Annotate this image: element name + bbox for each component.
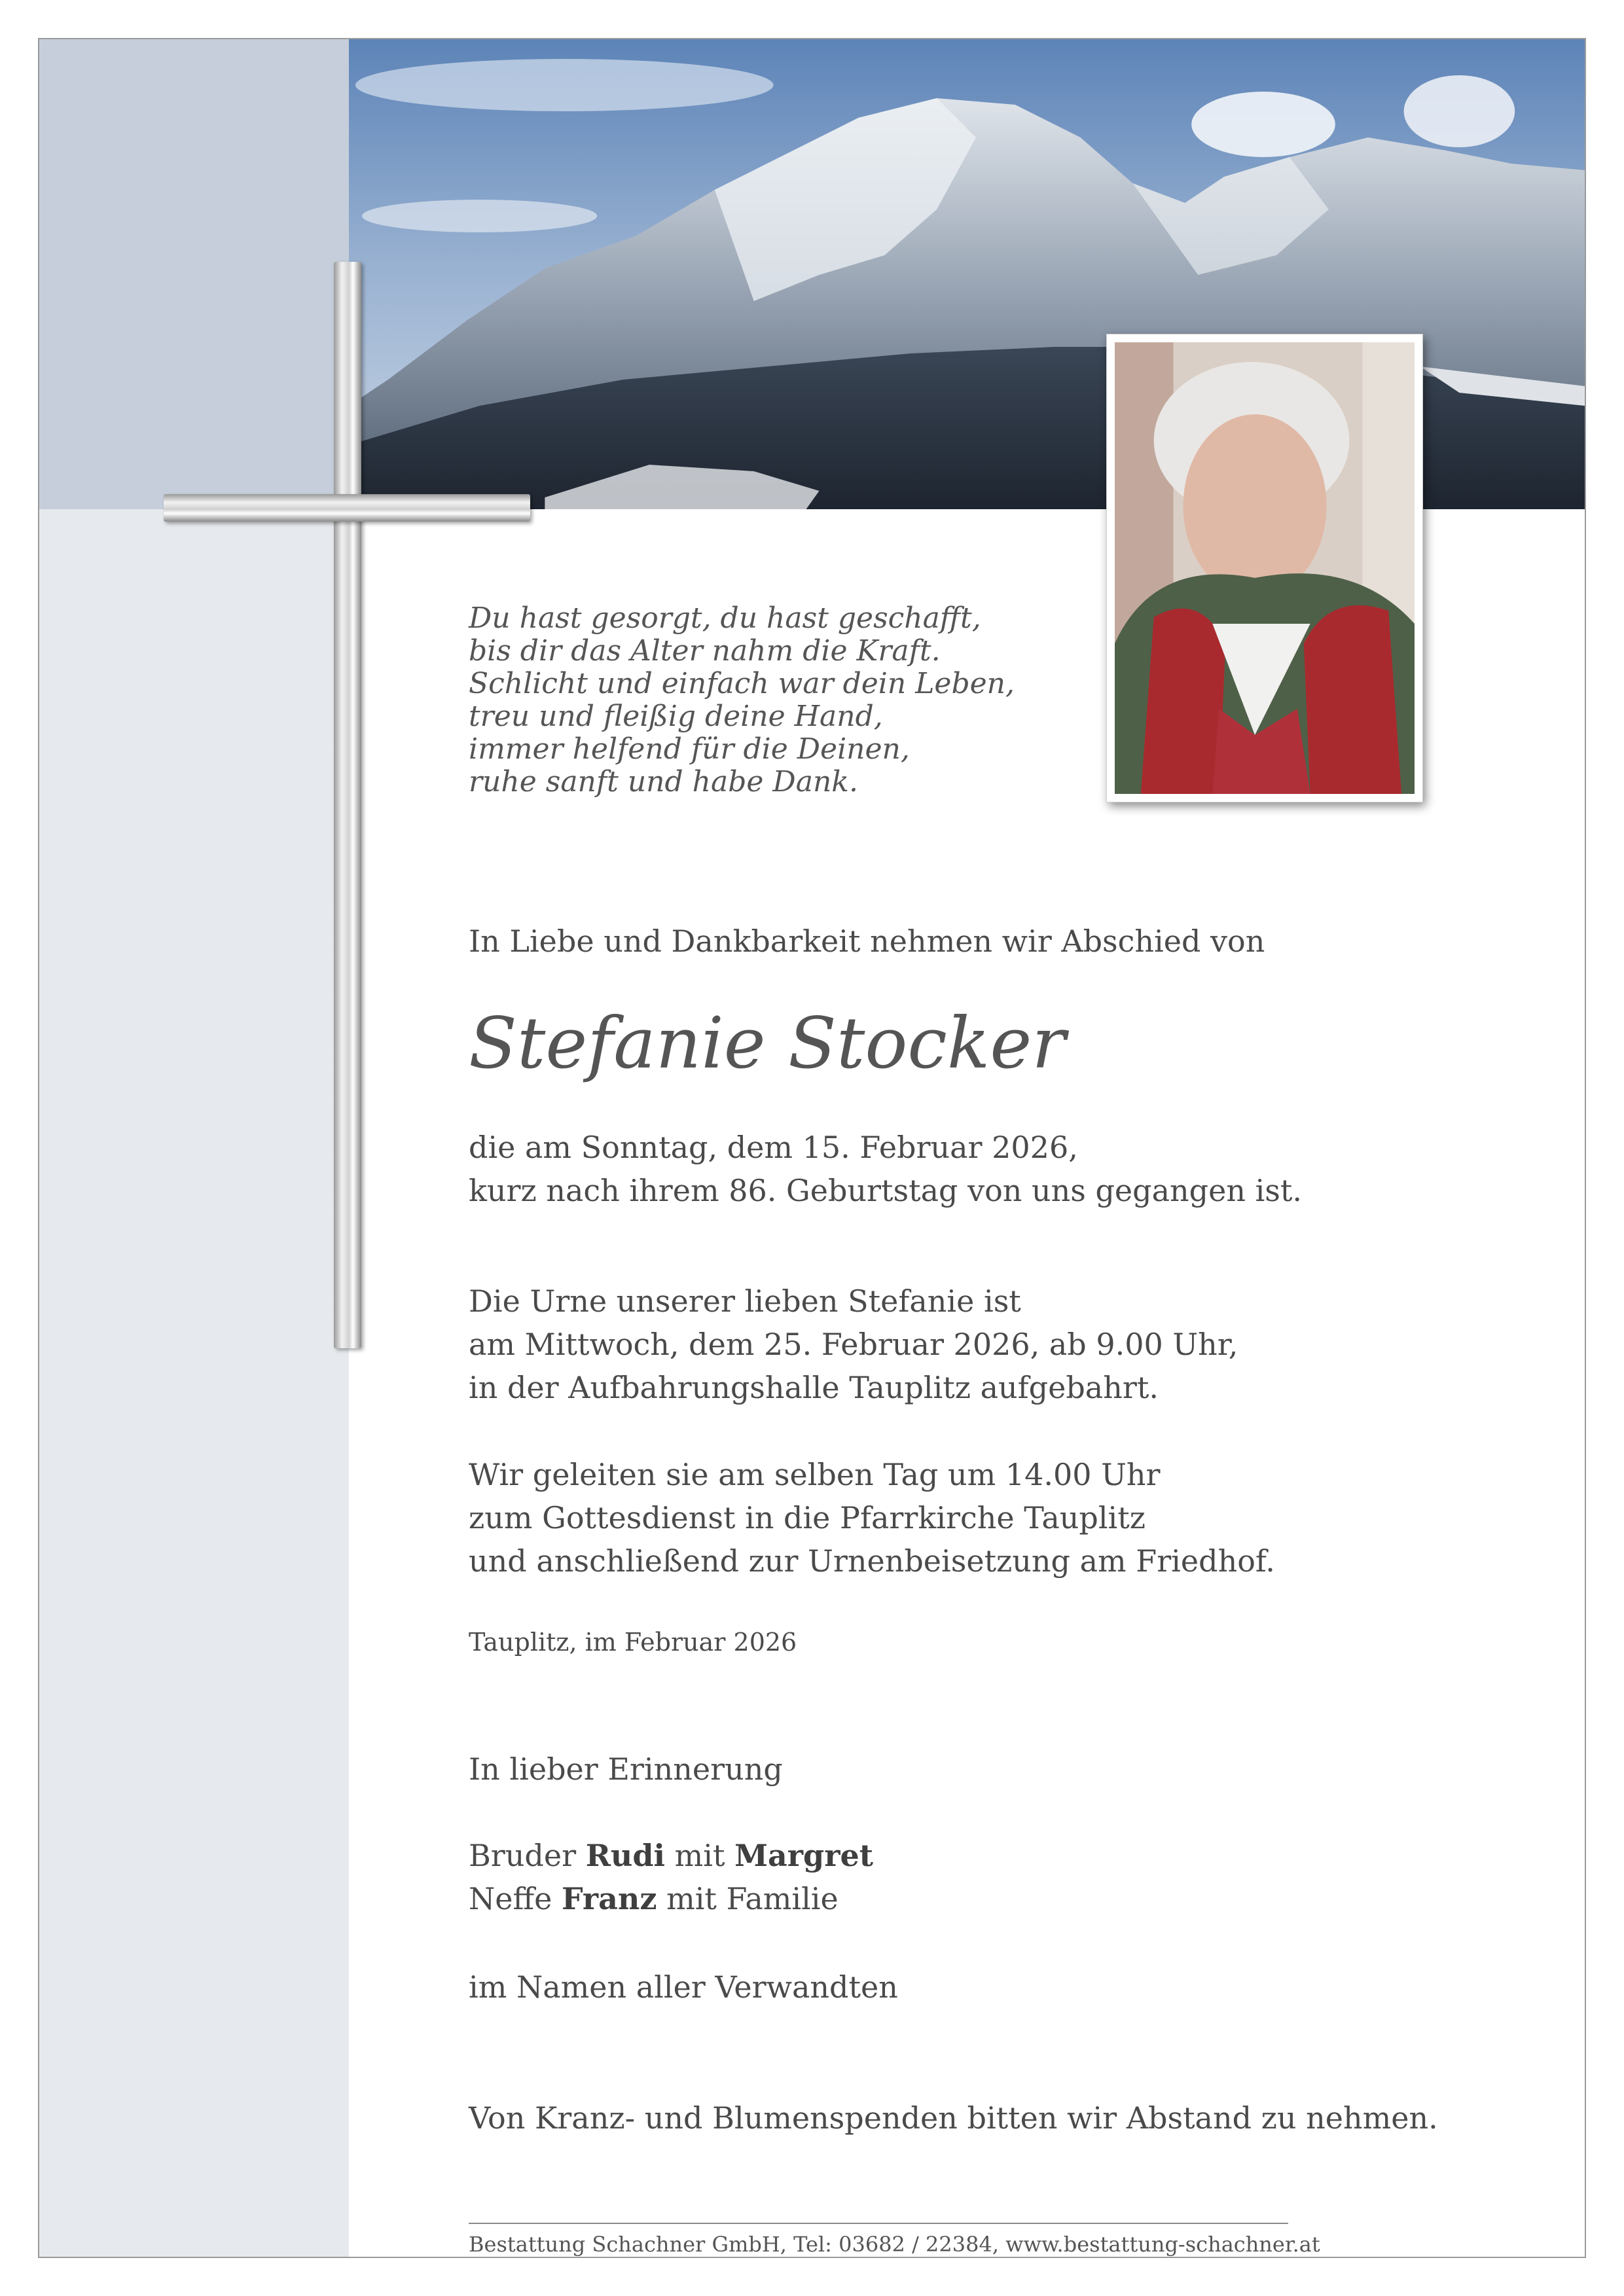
relatives-list — [469, 1834, 873, 1920]
relation-label: Bruder — [469, 1838, 586, 1873]
side-panel-top — [39, 39, 349, 509]
relative-line — [469, 1834, 873, 1877]
deceased-name: Stefanie Stocker — [469, 1003, 1066, 1085]
poem-line: Du hast gesorgt, du hast geschafft, — [469, 601, 981, 635]
farewell-intro: In Liebe und Dankbarkeit nehmen wir Abschied von — [469, 924, 1265, 959]
urn-notice-line: Die Urne unserer lieben Stefanie ist — [469, 1283, 1021, 1319]
obituary-card — [38, 38, 1586, 2258]
poem-line: Schlicht und einfach war dein Leben, — [469, 667, 1015, 700]
relative-name: Rudi — [585, 1838, 666, 1873]
urn-notice-line: am Mittwoch, dem 25. Februar 2026, ab 9.00 Uhr, — [469, 1327, 1238, 1362]
cross-icon-bar — [164, 494, 530, 522]
death-notice-line: die am Sonntag, dem 15. Februar 2026, — [469, 1130, 1078, 1165]
side-panel-bottom — [39, 509, 349, 2257]
poem-line: bis dir das Alter nahm die Kraft. — [469, 634, 941, 668]
connector-text: mit Familie — [657, 1881, 839, 1916]
memorial-poem — [469, 602, 1015, 798]
funeral-notice-line: zum Gottesdienst in die Pfarrkirche Tauplitz — [469, 1500, 1146, 1535]
connector-text: mit — [665, 1838, 735, 1873]
relative-name: Franz — [562, 1881, 657, 1916]
footer-divider — [469, 2223, 1288, 2224]
death-notice-line: kurz nach ihrem 86. Geburtstag von uns gegangen ist. — [469, 1173, 1302, 1208]
flowers-request: Von Kranz- und Blumenspenden bitten wir Abstand zu nehmen. — [469, 2100, 1438, 2136]
cross-icon — [334, 262, 361, 1348]
poem-line: immer helfend für die Deinen, — [469, 732, 910, 766]
relative-name: Margret — [734, 1838, 873, 1873]
memory-line: In lieber Erinnerung — [469, 1751, 783, 1787]
portrait-photo — [1106, 334, 1423, 802]
behalf-line: im Namen aller Verwandten — [469, 1969, 898, 2005]
relative-line — [469, 1877, 873, 1920]
urn-notice — [469, 1280, 1238, 1409]
poem-line: ruhe sanft und habe Dank. — [469, 765, 858, 798]
funeral-notice-line: und anschließend zur Urnenbeisetzung am Friedhof. — [469, 1543, 1275, 1579]
place-date: Tauplitz, im Februar 2026 — [469, 1628, 797, 1657]
footer-undertaker: Bestattung Schachner GmbH, Tel: 03682 / 22384, www.bestattung-schachner.at — [469, 2232, 1320, 2257]
urn-notice-line: in der Aufbahrungshalle Tauplitz aufgebahrt. — [469, 1370, 1159, 1405]
relation-label: Neffe — [469, 1881, 562, 1916]
funeral-notice — [469, 1453, 1275, 1583]
death-notice — [469, 1126, 1302, 1212]
funeral-notice-line: Wir geleiten sie am selben Tag um 14.00 Uhr — [469, 1457, 1161, 1492]
poem-line: treu und fleißig deine Hand, — [469, 700, 883, 733]
